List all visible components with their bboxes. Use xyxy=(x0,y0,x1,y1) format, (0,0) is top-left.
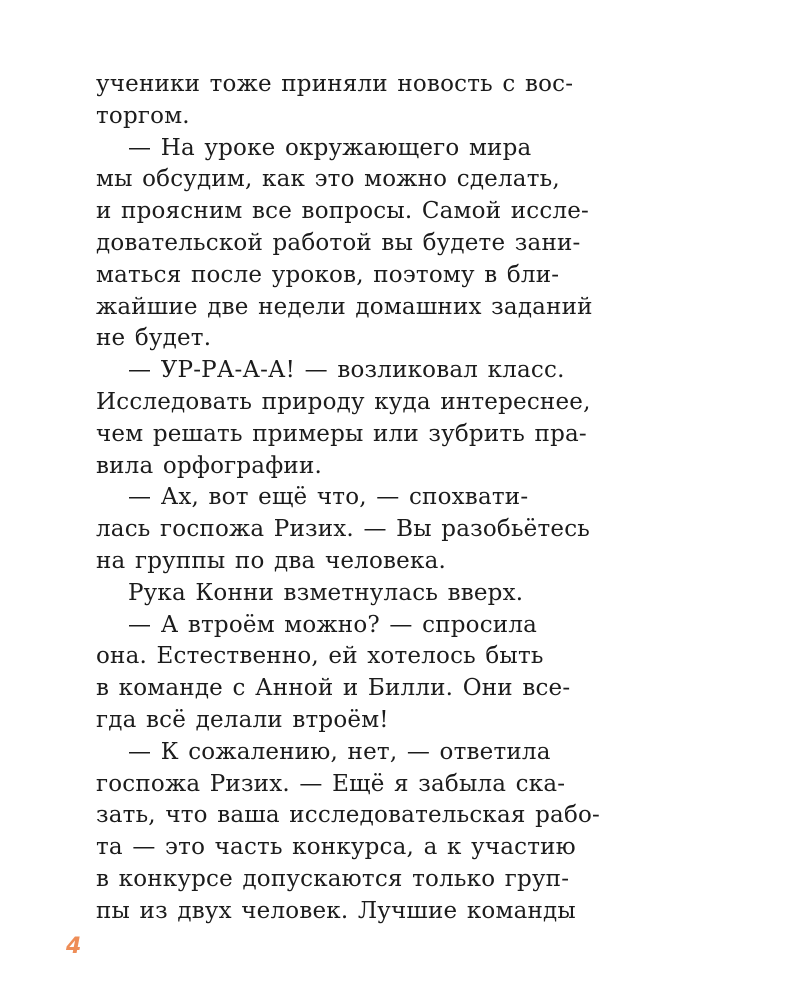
text-line: ученики тоже приняли новость с вос- xyxy=(96,71,574,97)
text-line: не будет. xyxy=(96,325,212,352)
body-text xyxy=(96,69,676,928)
text-line: госпожа Ризих. — Ещё я забыла ска- xyxy=(96,770,566,797)
text-line: в команде с Анной и Билли. Они все- xyxy=(96,675,571,702)
text-line: торгом. xyxy=(96,102,190,129)
text-line: — К сожалению, нет, — ответила xyxy=(128,738,551,765)
text-line: и проясним все вопросы. Самой иссле- xyxy=(96,198,590,225)
text-line: на группы по два человека. xyxy=(96,547,446,574)
text-line: лась госпожа Ризих. — Вы разобьётесь xyxy=(96,516,591,543)
text-line: та — это часть конкурса, а к участию xyxy=(96,834,576,861)
text-line: Рука Конни взметнулась вверх. xyxy=(128,579,524,606)
text-line: — А втроём можно? — спросила xyxy=(128,611,538,638)
text-line: довательской работой вы будете зани- xyxy=(96,229,581,256)
text-line: в конкурсе допускаются только груп- xyxy=(96,865,570,892)
text-line: вила орфографии. xyxy=(96,452,322,479)
text-line: Исследовать природу куда интереснее, xyxy=(96,388,591,415)
text-line: зать, что ваша исследовательская рабо- xyxy=(96,802,601,829)
text-line: гда всё делали втроём! xyxy=(96,706,389,733)
text-line: мы обсудим, как это можно сделать, xyxy=(96,166,560,193)
text-line: чем решать примеры или зубрить пра- xyxy=(96,420,587,447)
text-line: пы из двух человек. Лучшие команды xyxy=(96,897,576,924)
text-line: она. Естественно, ей хотелось быть xyxy=(96,643,544,670)
page-number: 4 xyxy=(66,934,82,959)
text-line: маться после уроков, поэтому в бли- xyxy=(96,261,560,288)
text-line: жайшие две недели домашних заданий xyxy=(96,293,593,320)
text-line: — Ах, вот ещё что, — спохвати- xyxy=(128,484,529,511)
text-line: — На уроке окружающего мира xyxy=(128,134,532,161)
text-line: — УР-РА-А-А! — возликовал класс. xyxy=(128,357,565,384)
